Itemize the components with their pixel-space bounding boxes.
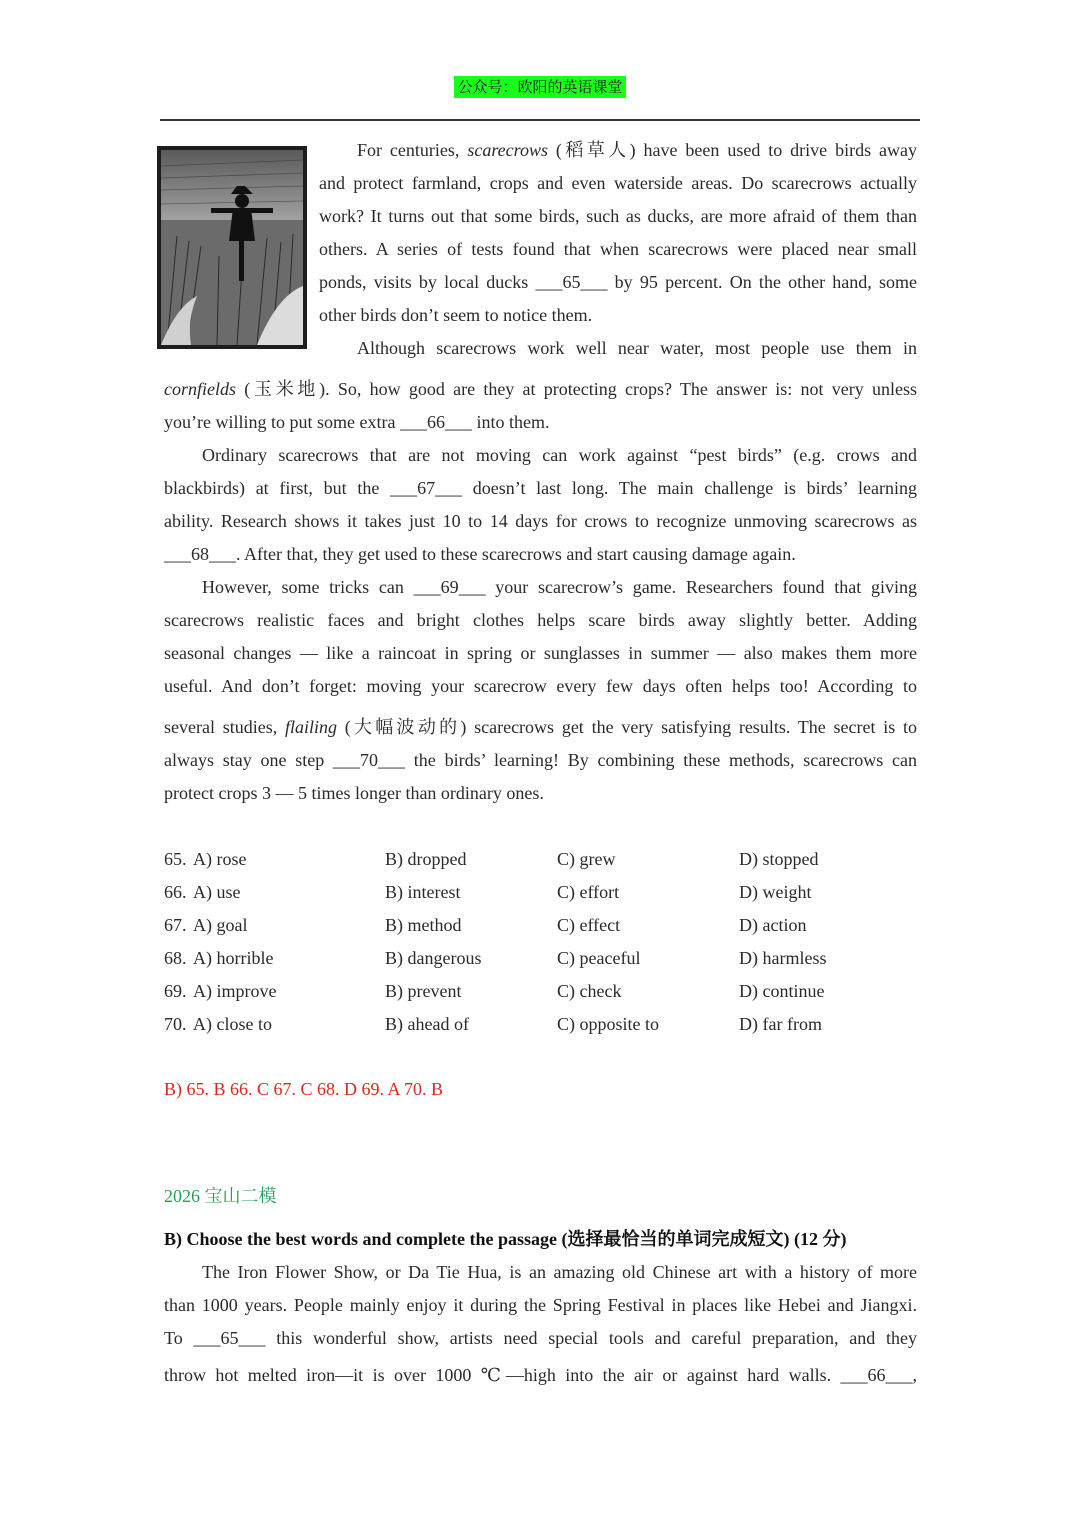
line-text: throw hot melted iron—it is over 1000 ℃—high into the air or against hard walls. ___66___, [164,1365,917,1385]
header-label: 公众号：欧阳的英语课堂 [454,76,625,98]
line-text: For centuries, [357,140,468,160]
question-number: 69. [164,981,187,1001]
option-d: D) harmless [739,948,827,968]
option-c: C) grew [557,849,616,869]
text-line [164,577,917,598]
question-number: 67. [164,915,187,935]
option-b: B) interest [385,882,461,902]
option-a: A) close to [193,1014,272,1034]
option-d: D) weight [739,882,812,902]
text-line [164,643,917,664]
line-text: than 1000 years. People mainly enjoy it during the Spring Festival in places like Hebei and Jiangxi. [164,1295,917,1315]
option-d: D) continue [739,981,825,1001]
line-text: you’re willing to put some extra ___66___ into them. [164,412,550,432]
option-d: D) stopped [739,849,819,869]
line-text: Although scarecrows work well near water, most people use them in [357,338,917,358]
text-line [164,713,917,739]
text-line [164,412,917,433]
line-text: ___68___. After that, they get used to these scarecrows and start causing damage again. [164,544,796,564]
italic-term: cornfields [164,379,236,399]
line-text: ponds, visits by local ducks ___65___ by 95 percent. On the other hand, some [319,272,917,292]
text-line [164,750,917,771]
option-b: B) prevent [385,981,462,1001]
option-a: A) goal [193,915,248,935]
question-number: 70. [164,1014,187,1034]
text-line [164,445,917,466]
text-line [164,610,917,631]
option-b: B) ahead of [385,1014,469,1034]
option-c: C) peaceful [557,948,641,968]
header-divider [160,119,920,121]
line-text: ability. Research shows it takes just 10 to 14 days for crows to recognize unmoving scarecrows as [164,511,917,531]
scarecrow-illustration [157,146,307,349]
line-text: (大幅波动的) scarecrows get the very satisfying results. The secret is to [337,717,918,737]
line-text: seasonal changes — like a raincoat in spring or sunglasses in summer — also makes them more [164,643,917,663]
text-line [164,338,917,359]
line-text: and protect farmland, crops and even waterside areas. Do scarecrows actually [319,173,917,193]
text-line [164,1262,917,1283]
text-line [164,1295,917,1316]
option-c: C) opposite to [557,1014,659,1034]
option-b: B) dangerous [385,948,482,968]
italic-term: scarecrows [467,140,548,160]
header-banner [0,76,1080,97]
line-text: work? It turns out that some birds, such as ducks, are more afraid of them than [319,206,917,226]
text-line [319,239,917,260]
option-b: B) method [385,915,462,935]
line-text: Ordinary scarecrows that are not moving can work against “pest birds” (e.g. crows and [202,445,917,465]
option-a: A) improve [193,981,277,1001]
line-text: useful. And don’t forget: moving your scarecrow every few days often helps too! According to [164,676,917,696]
question-number: 68. [164,948,187,968]
question-number: 65. [164,849,187,869]
line-text: always stay one step ___70___ the birds’ learning! By combining these methods, scarecrows can [164,750,917,770]
text-line [319,173,917,194]
text-line [164,544,917,565]
text-line [164,478,917,499]
line-text: (玉米地). So, how good are they at protecting crops? The answer is: not very unless [236,379,917,399]
line-text: several studies, [164,717,285,737]
text-line [164,676,917,697]
text-line [319,305,917,326]
italic-term: flailing [285,717,338,737]
text-line [164,1328,917,1349]
section-label: 2026 宝山二模 [164,1186,277,1206]
line-text: protect crops 3 — 5 times longer than ordinary ones. [164,783,544,803]
option-b: B) dropped [385,849,467,869]
line-text: The Iron Flower Show, or Da Tie Hua, is an amazing old Chinese art with a history of more [202,1262,917,1282]
line-text: To ___65___ this wonderful show, artists need special tools and careful preparation, and they [164,1328,917,1348]
option-a: A) use [193,882,241,902]
option-c: C) effort [557,882,620,902]
line-text: others. A series of tests found that when scarecrows were placed near small [319,239,917,259]
text-line [164,375,917,401]
section-title: B) Choose the best words and complete the passage (选择最恰当的单词完成短文) (12 分) [164,1229,847,1249]
line-text: (稻草人) have been used to drive birds away [548,140,917,160]
line-text: scarecrows realistic faces and bright clothes helps scare birds away slightly better. Adding [164,610,917,630]
option-a: A) horrible [193,948,274,968]
line-text: However, some tricks can ___69___ your scarecrow’s game. Researchers found that giving [202,577,917,597]
option-c: C) check [557,981,622,1001]
question-number: 66. [164,882,187,902]
line-text: other birds don’t seem to notice them. [319,305,593,325]
option-c: C) effect [557,915,621,935]
text-line [319,206,917,227]
text-line [164,1365,917,1386]
line-text: blackbirds) at first, but the ___67___ doesn’t last long. The main challenge is birds’ learning [164,478,917,498]
text-line [319,272,917,293]
text-line [319,136,917,162]
answer-key: B) 65. B 66. C 67. C 68. D 69. A 70. B [164,1079,444,1099]
text-line [164,511,917,532]
option-d: D) far from [739,1014,822,1034]
option-d: D) action [739,915,807,935]
text-line [164,783,917,804]
option-a: A) rose [193,849,247,869]
